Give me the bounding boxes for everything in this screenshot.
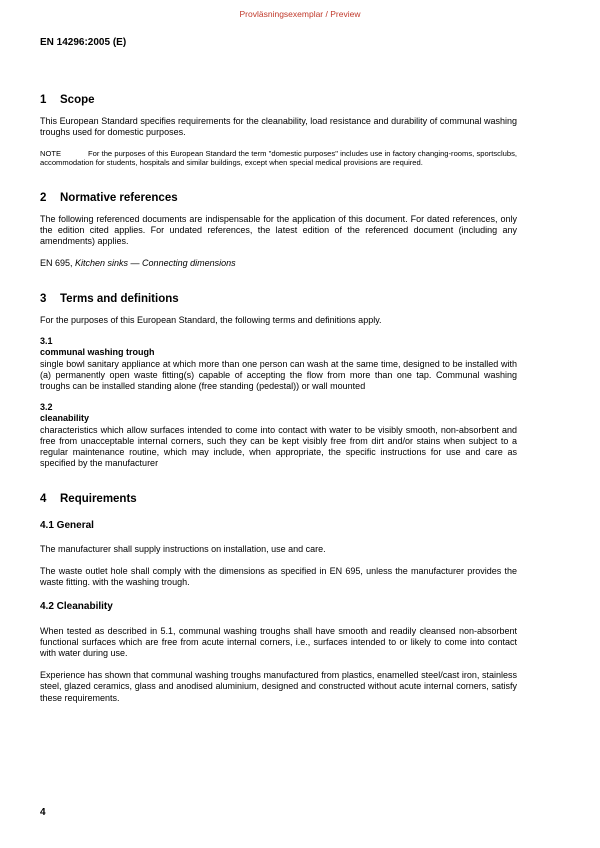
subsection-4-1-heading: 4.1 General (40, 519, 94, 531)
section-number: 1 (40, 94, 47, 106)
term-name: cleanability (40, 413, 90, 424)
section-title: Terms and definitions (60, 292, 179, 305)
section-2-heading (40, 193, 517, 204)
reference-entry (40, 258, 517, 269)
section-4-heading (40, 494, 517, 505)
document-identifier: EN 14296:2005 (E) (40, 37, 127, 48)
section-3-heading (40, 294, 517, 305)
preview-watermark: Provläsningsexemplar / Preview (239, 9, 361, 19)
term-number: 3.2 (40, 402, 53, 413)
page-number: 4 (40, 807, 46, 818)
general-paragraph-2: The waste outlet hole shall comply with the dimensions as specified in EN 695, unless the manufacturer provides the waste fitting. with the washing trough. (40, 566, 517, 588)
scope-paragraph: This European Standard specifies requirements for the cleanability, load resistance and durability of communal washing troughs used for domestic purposes. (40, 116, 517, 138)
term-number: 3.1 (40, 336, 53, 347)
general-paragraph-1: The manufacturer shall supply instructions on installation, use and care. (40, 543, 326, 554)
section-number: 2 (40, 191, 47, 204)
page-content (40, 95, 517, 704)
term-definition: characteristics which allow surfaces intended to come into contact with water to be visibly smooth, non-absorbent and free from unacceptable internal corners, such they can be kept visibly free from dirt and/or stains when subject to a regular maintenance routine, which may include, when appropriate, the specific instructions for use and care as specified by the manufacturer (40, 424, 517, 469)
section-title: Scope (60, 94, 95, 106)
section-1-heading (40, 95, 517, 106)
scope-note (40, 149, 517, 168)
subsection-4-2-heading: 4.2 Cleanability (40, 601, 113, 613)
cleanability-paragraph-2: Experience has shown that communal washing troughs manufactured from plastics, enamelled steel/cast iron, stainless steel, glazed ceramics, glass and anodised aluminium, designed and constructed without acute internal corners, satisfy these requirements. (40, 670, 517, 703)
note-label: NOTE (40, 148, 62, 158)
reference-title: Kitchen sinks — Connecting dimensions (75, 257, 236, 268)
normative-refs-paragraph: The following referenced documents are indispensable for the application of this document. For dated references, only the edition cited applies. For undated references, the latest edition of the referenced document (including any amendments) applies. (40, 214, 517, 247)
terms-intro-paragraph: For the purposes of this European Standard, the following terms and definitions apply. (40, 315, 382, 326)
note-text: For the purposes of this European Standard the term "domestic purposes" includes use in factory changing-rooms, sportsclubs, accommodation for students, hospitals and similar buildings, except when special medical provisions are required. (40, 148, 517, 168)
term-definition: single bowl sanitary appliance at which more than one person can wash at the same time, designed to be installed with (a) permanently open waste fitting(s) capable of accepting the flow from more than one tap. Communal washing troughs can be installed standing alone (free standing (pedestal)) or wall mounted (40, 358, 517, 392)
term-name: communal washing trough (40, 347, 155, 358)
section-title: Requirements (60, 493, 137, 506)
cleanability-paragraph-1: When tested as described in 5.1, communal washing troughs shall have smooth and readily cleansed non-absorbent functional surfaces which are free from acute internal corners, i.e., surfaces intended to or likely to come into contact with water during use. (40, 625, 517, 659)
section-number: 4 (40, 493, 47, 506)
reference-code: EN 695, (40, 257, 76, 268)
term-entry-3-2 (40, 402, 517, 469)
term-entry-3-1 (40, 336, 517, 392)
section-title: Normative references (60, 191, 178, 204)
section-number: 3 (40, 292, 47, 305)
